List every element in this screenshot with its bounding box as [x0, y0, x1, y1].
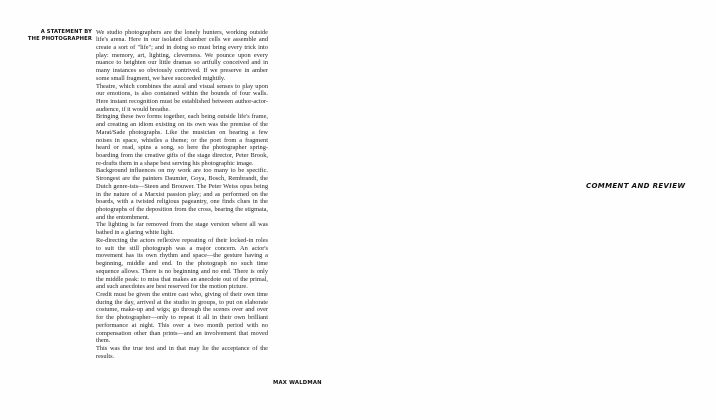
- article-paragraph: We studio photographers are the lonely hunters, working outside life's arena. Here in our isolated chamber cells we assemble and create a sort of "life"; and in doing so must bring every trick into play: memory, art, lighting, cleverness. We pounce upon every nuance to heighten our little dramas so artfully conceived and in many instances so obviously contrived. If we preserve in amber some small fragment, we have succeeded mightily.: [96, 28, 268, 82]
- statement-heading: [22, 29, 92, 42]
- article-body: [96, 29, 268, 361]
- author-byline: MAX WALDMAN: [273, 380, 322, 386]
- article-paragraph: Credit must be given the entire cast who, giving of their own time during the day, arrived at the studio in groups, to put on elaborate costume, make-up and wigs; go through the scenes over and over for the photographer—only to repeat it all in their own brilliant performance at night. This over a two month period with no compensation other than prints—and an involvement that moved them.: [96, 290, 268, 345]
- article-paragraph: This was the true test and in that may lie the acceptance of the results.: [96, 344, 268, 360]
- article-paragraph: Bringing these two forms together, each being outside life's frame, and creating an idiom existing on its own was the premise of the Marat/Sade photographs. Like the musician on hearing a few noises in space, whistles a theme; or the poet from a fragment heard or read, spins a song, so here the photographer spring-boarding from the creative gifts of the stage director, Peter Brook, re-drafts them in a shape best serving his photographic image.: [96, 113, 268, 167]
- article-paragraph: Theatre, which combines the aural and visual senses to play upon our emotions, is also contained within the bounds of four walls. Here instant recognition must be established between author-actor-audience, if it would breathe.: [96, 82, 268, 113]
- article-paragraph: Re-directing the actors reflexive repeating of their locked-in roles to suit the still photograph was a major concern. An actor's movement has its own rhythm and space—the gesture having a beginning, middle and end. In the photograph no such time sequence allows. There is no beginning and no end. There is only the middle peak: to miss that makes an anecdote out of the primal, and such anecdotes are best reserved for the motion picture.: [96, 236, 268, 291]
- statement-heading-line-1: A STATEMENT BY: [40, 29, 92, 35]
- section-title: COMMENT AND REVIEW: [586, 182, 686, 190]
- article-paragraph: The lighting is far removed from the stage version where all was bathed in a glaring white light.: [96, 221, 268, 237]
- article-paragraph: Background influences on my work are too many to be specific. Strongest are the painters Daumier, Goya, Bosch, Rembrandt, the Dutch genre-ists—Steen and Brouwer. The Peter Weiss opus being in the nature of a Marxist passion play; and as performed on the boards, with a twisted religious pageantry, one finds clues in the photographs of the deposition from the cross, bearing the stigmata, and the entombment.: [96, 167, 268, 221]
- page-gutter: [357, 0, 358, 420]
- statement-heading-line-2: THE PHOTOGRAPHER: [27, 35, 92, 42]
